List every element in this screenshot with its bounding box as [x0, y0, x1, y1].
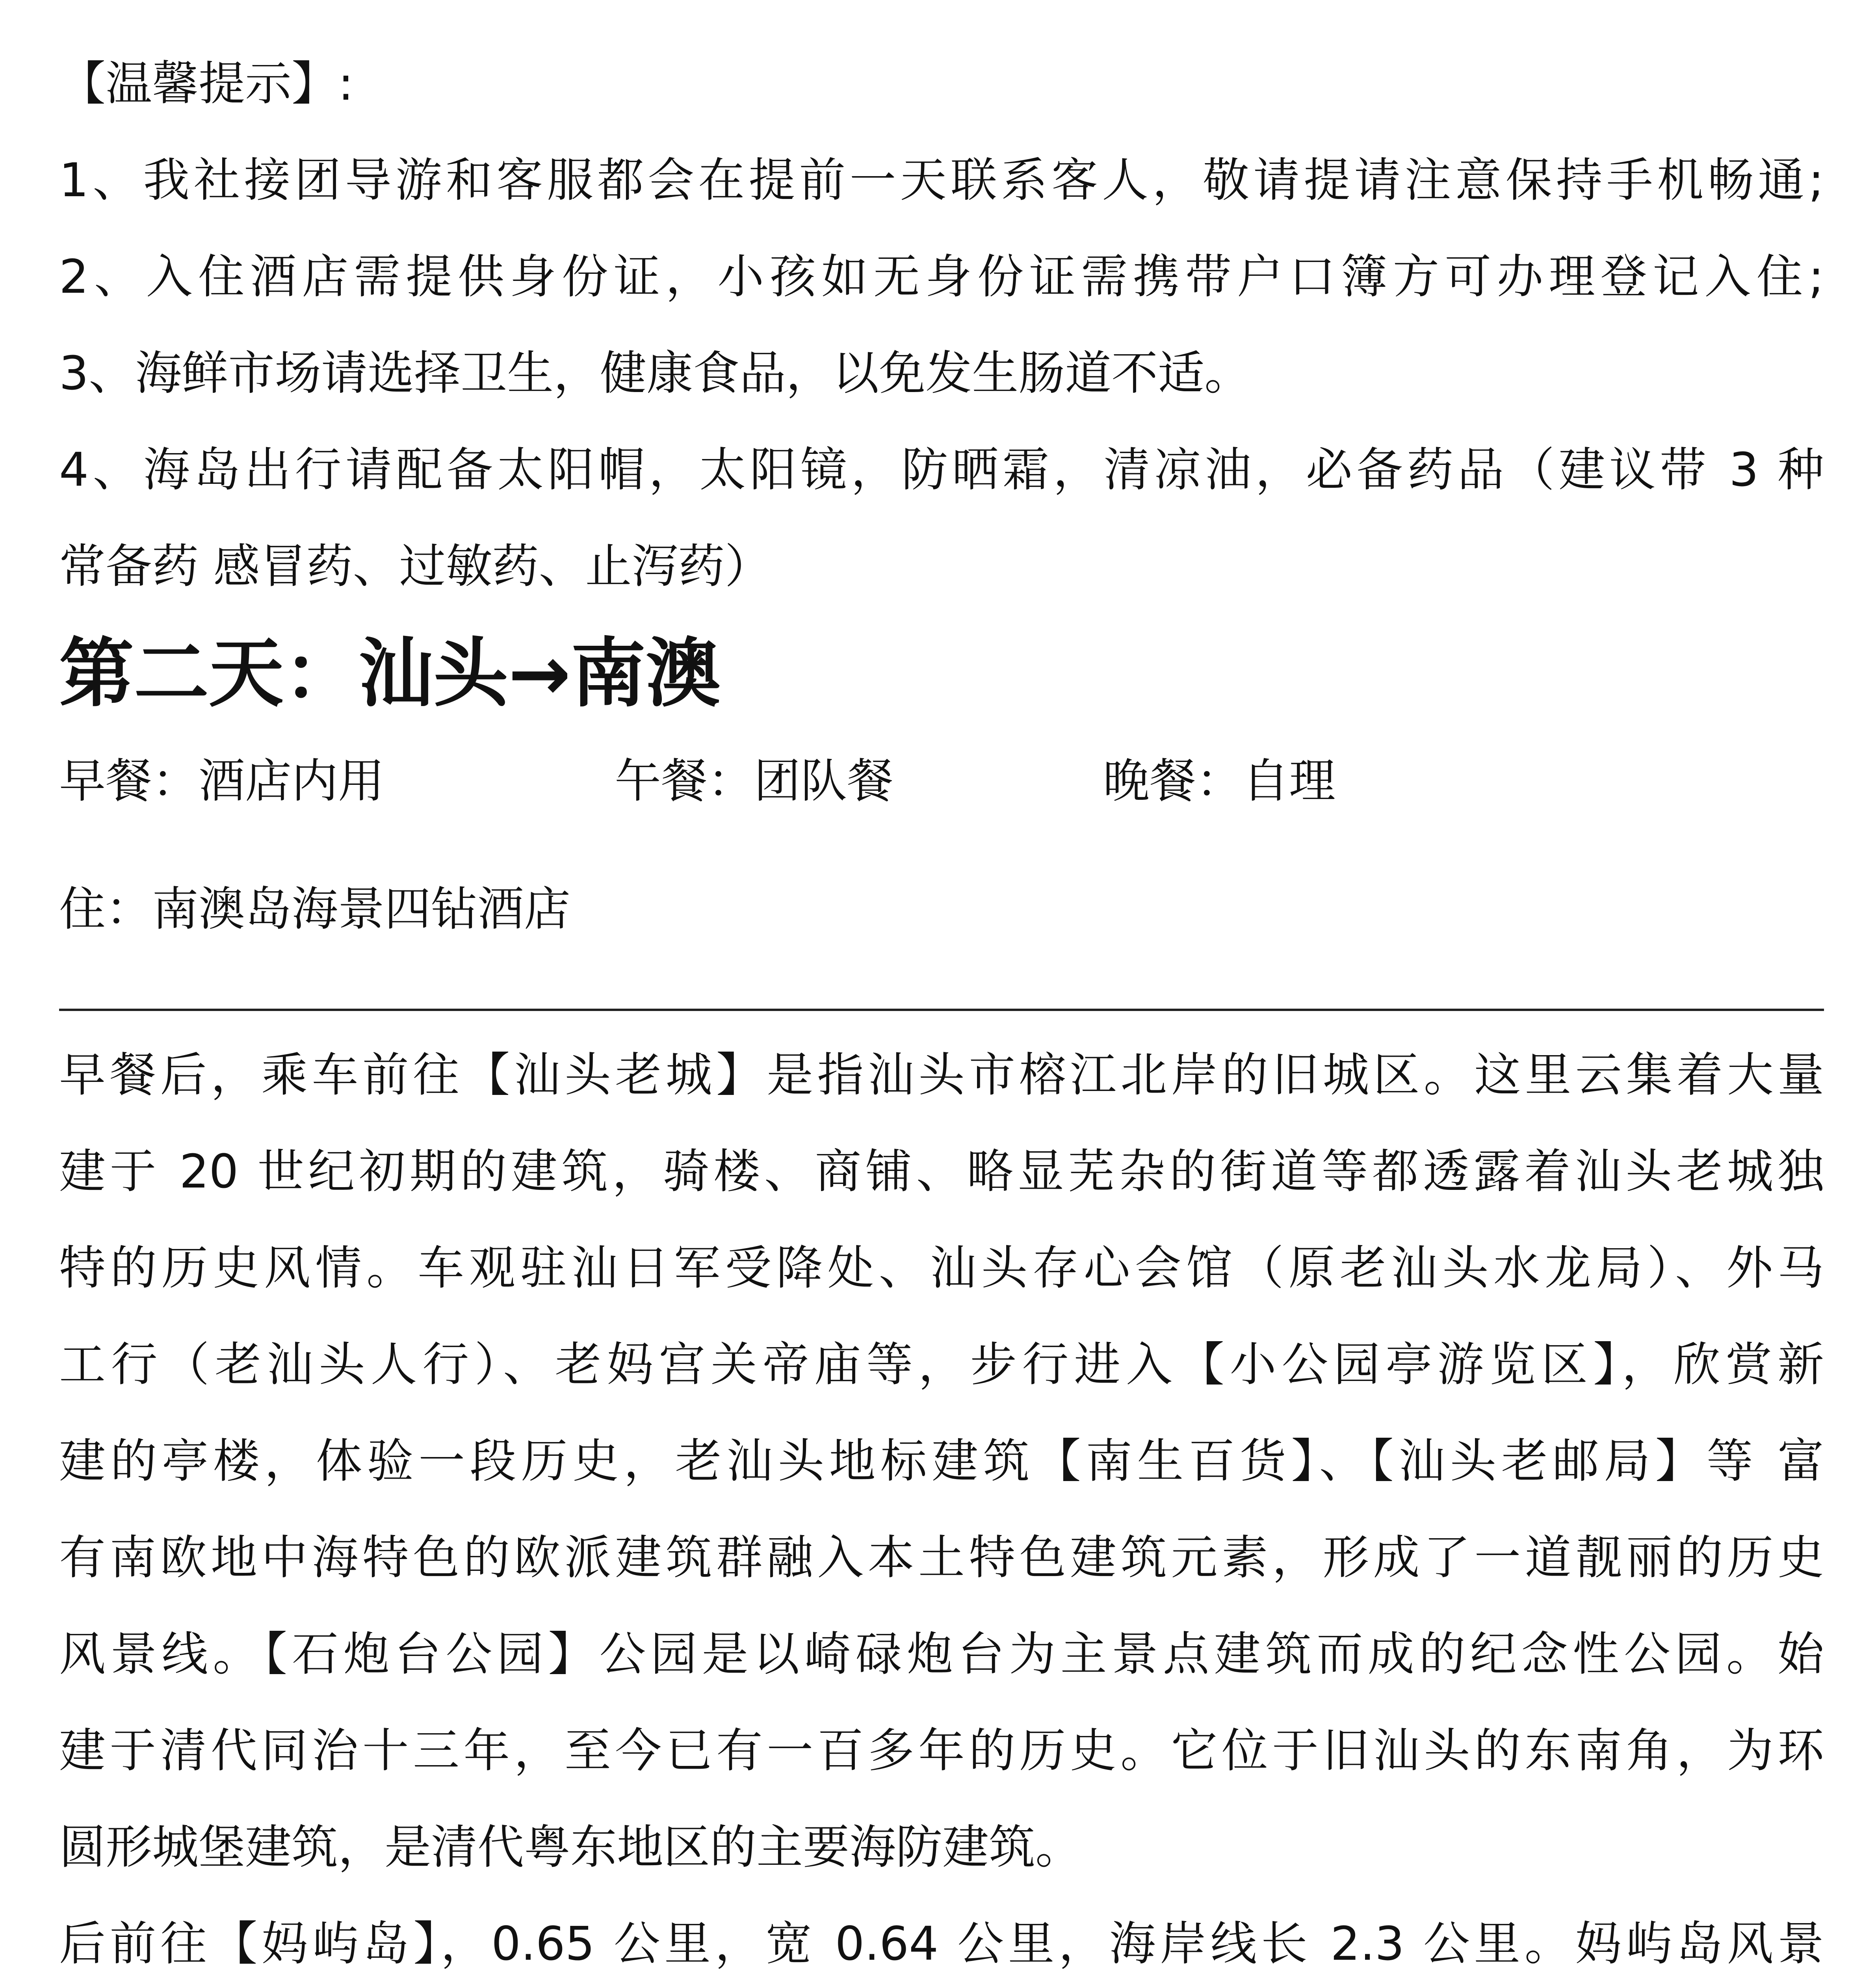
paragraph-line: 有南欧地中海特色的欧派建筑群融入本土特色建筑元素，形成了一道靓丽的历史	[59, 1530, 1824, 1585]
paragraph-mayu-island	[59, 1896, 1824, 1970]
meals-row	[59, 733, 1824, 829]
paragraph-line: 圆形城堡建筑，是清代粤东地区的主要海防建筑。	[59, 1820, 1082, 1874]
paragraph-line: 早餐后，乘车前往【汕头老城】是指汕头市榕江北岸的旧城区。这里云集着大量	[59, 1048, 1824, 1102]
document-page	[59, 35, 1824, 1970]
paragraph-line: 特的历史风情。车观驻汕日军受降处、汕头存心会馆（原老汕头水龙局）、外马	[59, 1241, 1824, 1295]
paragraph-line: 建于清代同治十三年，至今已有一百多年的历史。它位于旧汕头的东南角，为环	[59, 1723, 1824, 1778]
paragraph-line: 工行（老汕头人行）、老妈宫关帝庙等，步行进入【小公园亭游览区】，欣赏新	[59, 1337, 1824, 1392]
tip-item-3: 3、海鲜市场请选择卫生，健康食品，以免发生肠道不适。	[59, 346, 1251, 400]
paragraph-line: 建于 20 世纪初期的建筑，骑楼、商铺、略显芜杂的街道等都透露着汕头老城独	[59, 1144, 1824, 1199]
paragraph-old-town	[59, 1027, 1824, 1896]
tip-item-4-line-1: 4、海岛出行请配备太阳帽，太阳镜，防晒霜，清凉油，必备药品（建议带 3 种	[59, 442, 1824, 497]
tips-heading: 【温馨提示】:	[59, 56, 354, 111]
day-title: 第二天：汕头→南澳	[59, 630, 721, 717]
tip-item-4-line-2: 常备药 感冒药、过敏药、止泻药）	[59, 539, 771, 593]
paragraph-line: 建的亭楼，体验一段历史，老汕头地标建筑【南生百货】、【汕头老邮局】等 富	[59, 1434, 1824, 1488]
tip-item-2: 2、入住酒店需提供身份证，小孩如无身份证需携带户口簿方可办理登记入住;	[59, 249, 1824, 304]
lunch-info: 午餐：团队餐	[615, 754, 894, 808]
paragraph-line: 风景线。【石炮台公园】公园是以崎碌炮台为主景点建筑而成的纪念性公园。始	[59, 1627, 1824, 1681]
paragraph-line: 后前往【妈屿岛】，0.65 公里，宽 0.64 公里，海岸线长 2.3 公里。妈屿岛风景	[59, 1916, 1824, 1970]
tip-item-1: 1、我社接团导游和客服都会在提前一天联系客人，敬请提请注意保持手机畅通;	[59, 153, 1824, 207]
dinner-info: 晚餐：自理	[1103, 754, 1336, 808]
accommodation-info: 住：南澳岛海景四钻酒店	[59, 882, 571, 936]
breakfast-info: 早餐：酒店内用	[59, 754, 385, 808]
divider	[59, 1009, 1824, 1011]
